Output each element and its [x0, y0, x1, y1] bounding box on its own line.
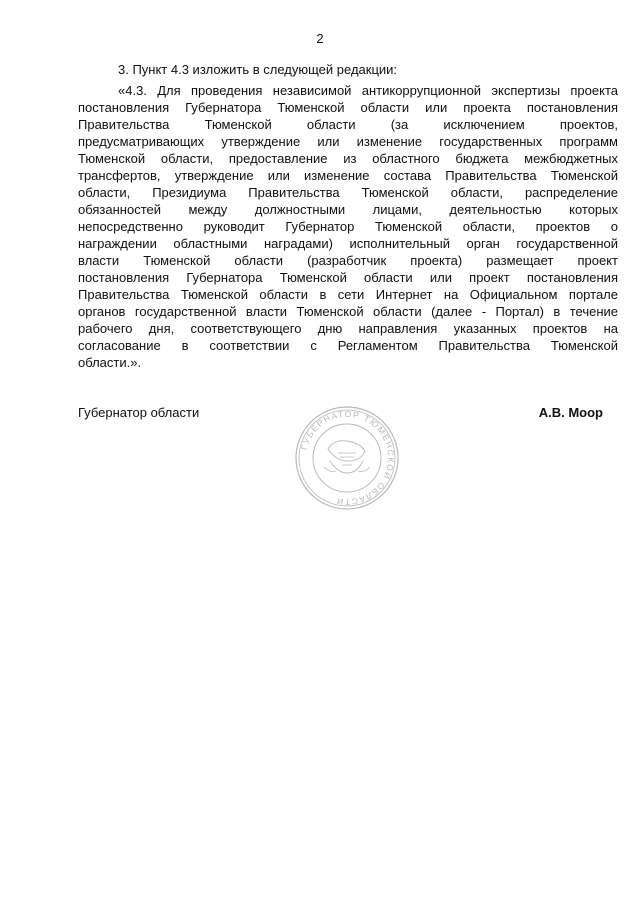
text-line: области.».	[78, 355, 142, 370]
text-line: постановления Губернатора Тюменской области или проекта постановления	[78, 100, 618, 115]
text-line: предусматривающих утверждение или изменение государственных программ	[78, 134, 618, 149]
text-line: области, Президиума Правительства Тюменской области, распределение	[78, 185, 618, 200]
text-line: трансфертов, утверждение или изменение состава Правительства Тюменской	[78, 168, 618, 183]
seal-ring-text: ГУБЕРНАТОР ТЮМЕНСКОЙ ОБЛАСТИ	[298, 408, 397, 508]
text-line: постановления Губернатора Тюменской области или проект постановления	[78, 270, 618, 285]
text-line: органов государственной власти Тюменской области (далее - Портал) в течение	[78, 304, 618, 319]
amendment-heading: 3. Пункт 4.3 изложить в следующей редакции:	[118, 62, 398, 77]
signatory-title: Губернатор области	[78, 405, 200, 420]
text-line: Правительства Тюменской области (за исключением проектов,	[78, 117, 618, 132]
text-line: Тюменской области, предоставление из областного бюджета межбюджетных	[78, 151, 618, 166]
official-seal	[294, 405, 400, 511]
text-line: Правительства Тюменской области в сети Интернет на Официальном портале	[78, 287, 618, 302]
text-line: рабочего дня, соответствующего дню направления указанных проектов на	[78, 321, 618, 336]
text-line: обязанностей между должностными лицами, деятельностью которых	[78, 202, 618, 217]
page-number: 2	[316, 31, 324, 46]
signatory-name: А.В. Моор	[538, 405, 603, 420]
text-line: власти Тюменской области (разработчик проекта) размещает проект	[78, 253, 618, 268]
text-line: награждении областными наградами) исполнительный орган государственной	[78, 236, 618, 251]
text-line: «4.3. Для проведения независимой антикоррупционной экспертизы проекта	[118, 83, 618, 98]
text-line: согласование в соответствии с Регламентом Правительства Тюменской	[78, 338, 618, 353]
text-line: непосредственно руководит Губернатор Тюменской области, проектов о	[78, 219, 618, 234]
amendment-text	[78, 82, 618, 371]
